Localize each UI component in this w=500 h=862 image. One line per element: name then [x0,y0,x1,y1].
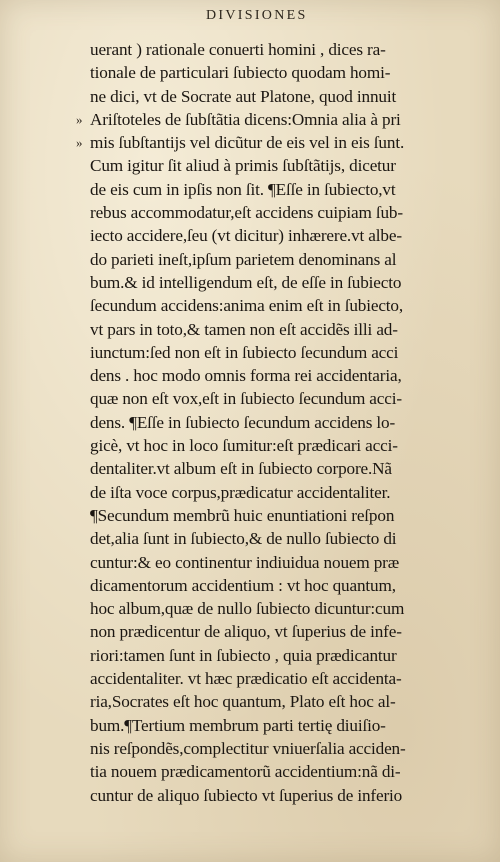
text-line [90,690,482,713]
text-line [90,784,482,807]
quotation-mark: » [76,135,83,151]
line-text: non prædicentur de aliquo, vt ſuperius de infe- [90,622,402,642]
line-text: tia nouem prædicamentorũ accidentium:nã di- [90,762,401,782]
text-line [90,201,482,224]
text-line [90,737,482,760]
line-text: cuntur de aliquo ſubiecto vt ſuperius de inferio [90,785,403,805]
line-text: cuntur:& eo continentur indiuidua nouem præ [90,552,400,572]
line-text: bum.¶Tertium membrum parti tertię diuiſio- [90,715,386,735]
line-text: iecto accidere,ſeu (vt dicitur) inhærere.vt albe- [90,226,402,246]
line-text: dens. ¶Eſſe in ſubiecto ſecundum accidens lo- [90,412,396,432]
text-line [90,551,482,574]
line-text: ne dici, vt de Socrate aut Platone, quod innuit [90,86,397,106]
text-line [90,154,482,177]
text-line [90,644,482,667]
line-text: tionale de particulari ſubiecto quodam homi- [90,63,391,83]
text-line [90,527,482,550]
line-text: rebus accommodatur,eſt accidens cuipiam ſub- [90,203,403,223]
text-line [90,387,482,410]
text-line [90,364,482,387]
text-block [76,38,482,807]
text-line [90,61,482,84]
line-text: bum.& id intelligendum eſt, de eſſe in ſubiecto [90,272,402,292]
line-text: ¶Secundum membrũ huic enuntiationi reſpon [90,505,395,525]
line-text: dicamentorum accidentium : vt hoc quantum, [90,575,396,595]
text-line [90,224,482,247]
text-line [90,341,482,364]
line-text: uerant ) rationale conuerti homini , dices ra- [90,40,386,59]
text-line [90,271,482,294]
text-line [90,318,482,341]
text-line [90,574,482,597]
line-text: riori:tamen ſunt in ſubiecto , quia prædicantur [90,645,397,665]
line-text: dens . hoc modo omnis forma rei accidentaria, [90,366,402,386]
line-text: hoc album,quæ de nullo ſubiecto dicuntur:cum [90,599,405,619]
text-line [90,620,482,643]
text-line [90,667,482,690]
line-text: Ariſtoteles de ſubſtãtia dicens:Omnia alia à pri [90,109,401,129]
text-line [90,434,482,457]
running-head: DIVISIONES [206,8,308,23]
text-line [90,597,482,620]
line-text: dentaliter.vt album eſt in ſubiecto corpore.Nã [90,459,392,479]
text-line [90,411,482,434]
line-text: quæ non eſt vox,eſt in ſubiecto ſecundum acci- [90,389,402,409]
text-line [90,248,482,271]
line-text: de eis cum in ipſis non ſit. ¶Eſſe in ſubiecto,vt [90,179,396,199]
line-text: gicè, vt hoc in loco ſumitur:eſt prædicari acci- [90,436,398,456]
text-line [90,38,482,61]
line-text: vt pars in toto,& tamen non eſt accidẽs illi ad- [90,319,398,339]
line-text: ria,Socrates eſt hoc quantum, Plato eſt hoc al- [90,692,396,712]
line-text: ſecundum accidens:anima enim eſt in ſubiecto, [90,296,404,316]
text-line [76,131,482,154]
quotation-mark: » [76,111,83,127]
text-line [76,108,482,131]
line-text: mis ſubſtantijs vel dicũtur de eis vel in eis ſunt. [90,133,405,153]
line-text: det,alia ſunt in ſubiecto,& de nullo ſubiecto di [90,529,397,549]
text-line [90,294,482,317]
text-line [90,504,482,527]
line-text: nis reſpondẽs,complectitur vniuerſalia acciden- [90,738,406,758]
line-text: iunctum:ſed non eſt in ſubiecto ſecundum acci [90,342,399,362]
text-line [90,760,482,783]
text-line [90,85,482,108]
line-text: de iſta voce corpus,prædicatur accidentaliter. [90,482,391,502]
text-line [90,714,482,737]
line-text: do parieti ineſt,ipſum parietem denominans al [90,249,397,269]
text-line [90,178,482,201]
text-line [90,457,482,480]
line-text: Cum igitur ſit aliud à primis ſubſtãtijs, dicetur [90,156,396,176]
text-line [90,481,482,504]
line-text: accidentaliter. vt hæc prædicatio eſt accidenta- [90,669,402,689]
